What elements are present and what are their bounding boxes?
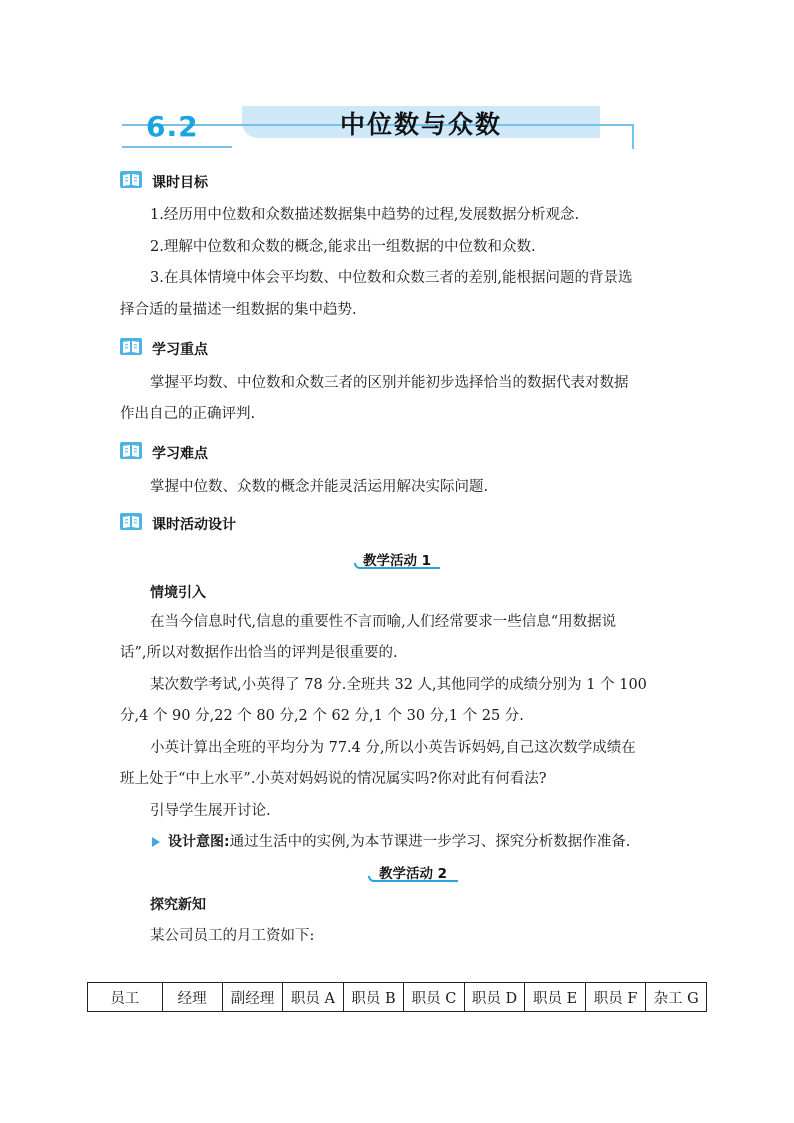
design-intent-label: 设计意图: — [168, 834, 230, 850]
book-icon — [120, 338, 142, 355]
book-icon — [120, 442, 142, 459]
activity-1-tag: 教学活动 1 — [362, 553, 432, 569]
goals-line-1: 1.经历用中位数和众数描述数据集中趋势的过程,发展数据分析观念. — [150, 207, 580, 223]
table-header-cell: 杂工 G — [646, 983, 707, 1012]
triangle-right-icon — [152, 837, 160, 847]
activity-2-tag-underline — [368, 876, 458, 882]
section-title: 中位数与众数 — [340, 110, 503, 139]
design-intent — [168, 832, 630, 852]
focus-line-1: 掌握平均数、中位数和众数三者的区别并能初步选择恰当的数据代表对数据 — [150, 375, 629, 391]
wage-table — [87, 982, 707, 1012]
table-header-cell: 职员 D — [464, 983, 525, 1012]
table-header-cell: 职员 C — [404, 983, 465, 1012]
book-icon — [120, 171, 142, 188]
table-header-cell: 职员 F — [585, 983, 646, 1012]
focus-heading: 学习重点 — [152, 342, 208, 358]
activity-1-line-6: 班上处于“中上水平”.小英对妈妈说的情况属实吗?你对此有何看法? — [120, 771, 547, 787]
table-header-cell: 员工 — [88, 983, 163, 1012]
section-number: 6.2 — [146, 110, 199, 143]
header-underline — [122, 146, 232, 148]
difficulty-heading: 学习难点 — [152, 446, 208, 462]
activity-1-subtitle: 情境引入 — [150, 585, 206, 601]
difficulty-line-1: 掌握中位数、众数的概念并能灵活运用解决实际问题. — [150, 479, 489, 495]
table-header-cell: 职员 A — [283, 983, 344, 1012]
activity-2-tag: 教学活动 2 — [378, 866, 448, 882]
activity-1-line-3: 某次数学考试,小英得了 78 分.全班共 32 人,其他同学的成绩分别为 1 个 100 — [150, 677, 647, 693]
activity-1-line-1: 在当今信息时代,信息的重要性不言而喻,人们经常要求一些信息“用数据说 — [150, 614, 617, 630]
activity-2-intro: 某公司员工的月工资如下: — [150, 928, 315, 944]
activity-1-line-7: 引导学生展开讨论. — [150, 803, 271, 819]
goals-line-2: 2.理解中位数和众数的概念,能求出一组数据的中位数和众数. — [150, 239, 536, 255]
book-icon — [120, 513, 142, 530]
activity-1-tag-underline — [354, 563, 440, 569]
table-header-cell: 职员 E — [525, 983, 586, 1012]
goals-heading: 课时目标 — [152, 175, 208, 191]
table-header-cell: 职员 B — [343, 983, 404, 1012]
goals-line-3: 3.在具体情境中体会平均数、中位数和众数三者的差别,能根据问题的背景选 — [150, 270, 633, 286]
activity-1-line-4: 分,4 个 90 分,22 个 80 分,2 个 62 分,1 个 30 分,1 个 25 分. — [120, 708, 524, 724]
goals-line-4: 择合适的量描述一组数据的集中趋势. — [120, 302, 357, 318]
design-intent-text: 通过生活中的实例,为本节课进一步学习、探究分析数据作准备. — [229, 834, 631, 850]
focus-line-2: 作出自己的正确评判. — [120, 406, 256, 422]
table-header-cell: 经理 — [162, 983, 222, 1012]
table-header-cell: 副经理 — [222, 983, 283, 1012]
activity-1-line-5: 小英计算出全班的平均分为 77.4 分,所以小英告诉妈妈,自己这次数学成绩在 — [150, 740, 636, 756]
activity-2-subtitle: 探究新知 — [150, 897, 206, 913]
design-heading: 课时活动设计 — [152, 517, 236, 533]
table-row — [88, 983, 707, 1012]
activity-1-line-2: 话”,所以对数据作出恰当的评判是很重要的. — [120, 645, 398, 661]
